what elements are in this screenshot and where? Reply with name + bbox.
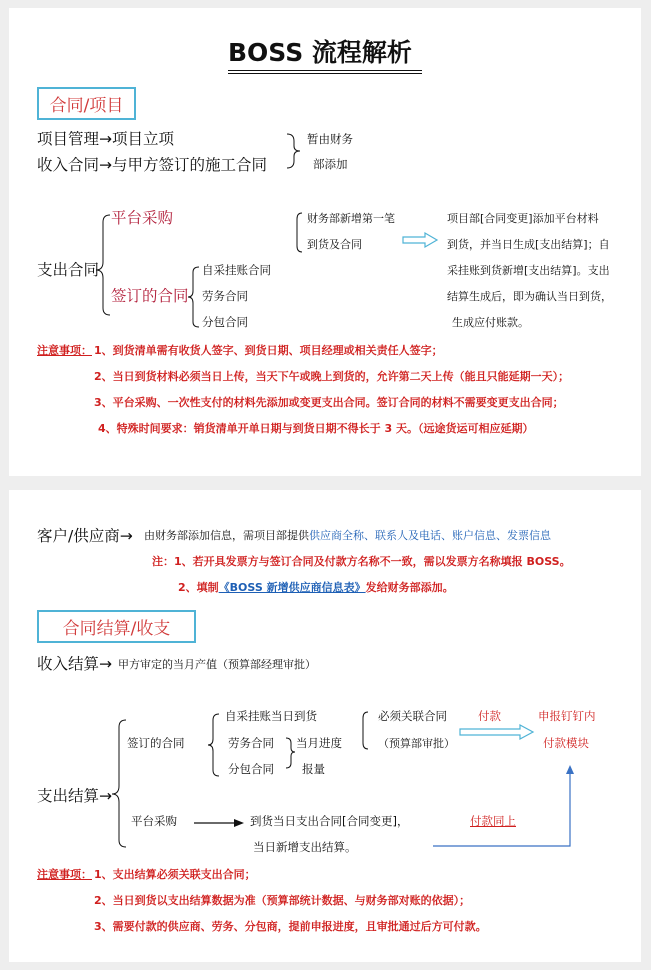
hollow-arrow-2 — [460, 725, 533, 739]
note-2-1: 1、支出结算必须关联支出合同； — [94, 868, 256, 881]
must-link-contract: 必须关联合同 — [378, 709, 447, 723]
finance-note-a: 暂由财务 — [307, 132, 353, 146]
platform-arrow-head — [234, 819, 244, 827]
note-1-1: 1、到货清单需有收货人签字、到货日期、项目经理或相关责任人签字； — [94, 344, 443, 357]
finance-note-b: 部添加 — [313, 157, 348, 171]
brace-progress — [286, 738, 295, 768]
section-header-contracts: 合同/项目 — [37, 87, 136, 120]
supplier-required-info: 供应商全称、联系人及电话、账户信息、发票信息 — [309, 529, 551, 542]
page-title: BOSS 流程解析 — [228, 38, 412, 67]
expense-contract-label: 支出合同 — [37, 261, 100, 279]
supplier-info-form-link[interactable]: 《BOSS 新增供应商信息表》 — [218, 581, 366, 594]
brace-must-link — [363, 712, 368, 749]
income-contract-line: 收入合同→与甲方签订的施工合同 — [37, 156, 267, 174]
labor-contract: 劳务合同 — [228, 736, 274, 750]
note-1-3: 3、平台采购、一次性支付的材料先添加或变更支出合同。签订合同的材料不需要变更支出合同； — [94, 396, 564, 409]
signed-contract-label-2: 签订的合同 — [127, 736, 185, 750]
supplier-note-1: 注：1、若开具发票方与签订合同及付款方名称不一致，需以发票方名称填报 BOSS。 — [152, 555, 571, 568]
notes-label-2: 注意事项： — [37, 868, 92, 881]
pay-same-as-above: 付款同上 — [470, 814, 516, 828]
platform-purchase-2: 平台采购 — [131, 814, 177, 828]
brace-expense-contract — [96, 215, 110, 315]
hollow-arrow-1 — [403, 233, 437, 247]
budget-approval: （预算部审批） — [378, 737, 455, 750]
declare-dingtalk-a: 申报钉钉内 — [538, 709, 596, 723]
income-settlement-label: 收入结算→ — [37, 655, 112, 673]
note-1-4: 4、特殊时间要求：销货清单开单日期与到货日期不得长于 3 天。（远途货运可相应延期） — [98, 422, 534, 435]
arrival-same-day-a: 到货当日支出合同[合同变更]， — [250, 814, 409, 828]
project-management-line: 项目管理→项目立项 — [37, 130, 174, 148]
desc-line-1: 项目部[合同变更]添加平台材料 — [447, 212, 599, 225]
income-settlement-text: 甲方审定的当月产值（预算部经理审批） — [118, 658, 316, 671]
self-purchase-arrival: 自采挂账当日到货 — [225, 709, 317, 723]
brace-signed-items — [188, 267, 199, 327]
signed-item-labor: 劳务合同 — [202, 289, 248, 303]
finance-add-b: 到货及合同 — [307, 238, 362, 251]
desc-line-5: 生成应付账款。 — [452, 316, 529, 329]
expense-settlement-label: 支出结算→ — [37, 787, 112, 805]
brace-expense-settlement — [112, 720, 126, 847]
brace-finance-note — [287, 134, 300, 168]
report-quantity: 报量 — [302, 762, 325, 776]
declare-dingtalk-b: 付款模块 — [543, 736, 589, 750]
platform-purchase-label: 平台采购 — [111, 209, 174, 227]
finance-add-a: 财务部新增第一笔 — [307, 212, 395, 225]
supplier-note-2: 2、填制《BOSS 新增供应商信息表》发给财务部添加。 — [178, 581, 454, 594]
note-1-2: 2、当日到货材料必须当日上传，当天下午或晚上到货的，允许第二天上传（能且只能延期一天）； — [94, 370, 570, 383]
brace-finance-add — [297, 213, 302, 252]
note-2-2: 2、当日到货以支出结算数据为准（预算部统计数据、与财务部对账的依据）； — [94, 894, 471, 907]
desc-line-2: 到货，并当日生成[支出结算]；自 — [447, 238, 610, 251]
desc-line-3: 采挂账到货新增[支出结算]。支出 — [447, 264, 610, 277]
supplier-text: 由财务部添加信息，需项目部提供供应商全称、联系人及电话、账户信息、发票信息 — [144, 529, 551, 542]
monthly-progress: 当月进度 — [296, 736, 342, 750]
pay-return-path — [433, 773, 570, 846]
signed-item-self-purchase: 自采挂账合同 — [202, 263, 271, 277]
arrival-same-day-b: 当日新增支出结算。 — [253, 840, 357, 854]
section-header-settlement: 合同结算/收支 — [37, 610, 196, 643]
brace-settlement-signed — [208, 714, 219, 776]
notes-label-1: 注意事项： — [37, 344, 92, 357]
supplier-label: 客户/供应商→ — [37, 527, 133, 545]
note-2-3: 3、需要付款的供应商、劳务、分包商，提前申报进度，且审批通过后方可付款。 — [94, 920, 487, 933]
signed-item-subcontract: 分包合同 — [202, 315, 248, 329]
signed-contract-label: 签订的合同 — [111, 287, 189, 305]
pay-return-arrowhead — [566, 765, 574, 774]
desc-line-4: 结算生成后，即为确认当日到货， — [447, 290, 612, 303]
subcontract: 分包合同 — [228, 762, 274, 776]
pay-label: 付款 — [478, 709, 501, 723]
